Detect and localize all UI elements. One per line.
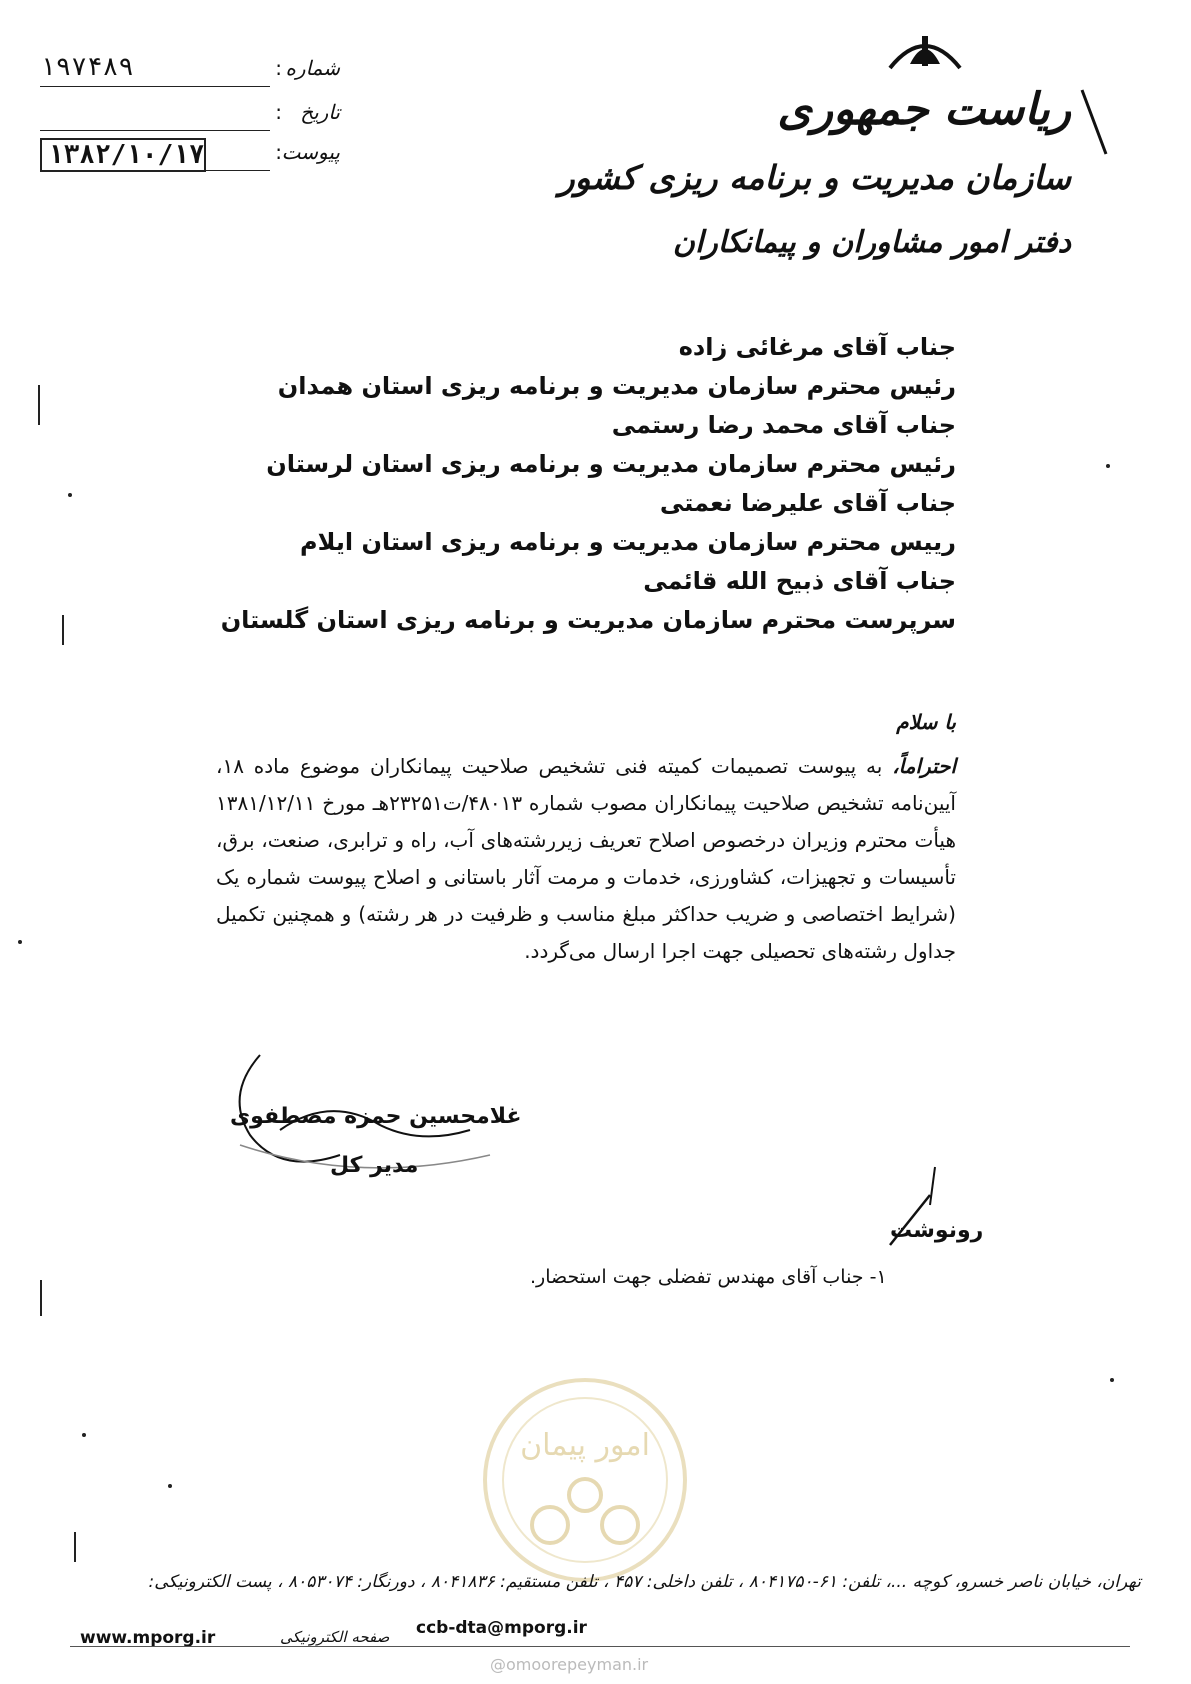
- meta-date-row: [40, 96, 340, 136]
- scan-artifact: [68, 493, 72, 497]
- body-opener: احتراماً،: [892, 754, 956, 778]
- body-text: به پیوست تصمیمات کمیته فنی تشخیص صلاحیت پیمانکاران موضوع ماده ۱۸، آیین‌نامه تشخیص صلاحیت پیمانکاران مصوب شماره ۴۸۰۱۳/ت۲۳۲۵۱هـ مورخ ۱۳۸۱/۱۲/۱۱ هیأت محترم وزیران درخصوص اصلاح تعریف زیررشته‌های آب، راه و ترابری، صنعت، برق، تأسیسات و تجهیزات، کشاورزی، خدمات و مرمت آثار باستانی و اصلاح پیوست شماره یک (شرایط اختصاصی و ضریب حداکثر مبلغ مناسب و ظرفیت در هر رشته) و همچنین تکمیل جداول رشته‌های تحصیلی جهت اجرا ارسال می‌گردد.: [216, 754, 956, 963]
- footer-website-label: صفحه الکترونیکی: [280, 1628, 390, 1646]
- scan-artifact: [82, 1433, 86, 1437]
- recipient-line: جناب آقای محمد رضا رستمی: [611, 411, 956, 439]
- letterhead-office: دفتر امور مشاوران و پیمانکاران: [672, 225, 1071, 260]
- footer-address: تهران، خیابان ناصر خسرو، کوچه ...، تلفن: ۶۱-۸۰۴۱۷۵۰ ، تلفن داخلی: ۴۵۷ ، تلفن مستقیم: ۸۰۴۱۸۳۶ ، دورنگار: ۸۰۵۳۰۷۴ ، پست الکترونیکی:: [148, 1572, 1141, 1592]
- letter-body: [216, 748, 956, 970]
- recipient-line: رییس محترم سازمان مدیریت و برنامه ریزی استان ایلام: [300, 528, 956, 556]
- scan-artifact: [1106, 464, 1110, 468]
- scan-artifact: [74, 1532, 76, 1562]
- meta-attachment-label: پیوست: [281, 140, 340, 164]
- signatory-name: غلامحسین حمزه مصطفوی: [230, 1104, 522, 1129]
- footer-divider: [70, 1646, 1130, 1647]
- meta-number-label: شماره: [285, 56, 340, 80]
- emblem-icon: [880, 28, 970, 72]
- cc-line: ۱- جناب آقای مهندس تفضلی جهت استحضار.: [530, 1266, 887, 1288]
- meta-underline: [40, 86, 270, 87]
- recipient-line: رئیس محترم سازمان مدیریت و برنامه ریزی استان همدان: [277, 372, 956, 400]
- meta-colon: :: [275, 100, 282, 124]
- watermark-logo-text: امور پیمان: [520, 1428, 650, 1463]
- meta-colon: :: [275, 56, 282, 80]
- margin-slash-mark: [1080, 88, 1110, 158]
- meta-underline: [40, 170, 270, 171]
- scan-artifact: [38, 385, 40, 425]
- footer-website[interactable]: www.mporg.ir: [80, 1628, 216, 1648]
- scan-artifact: [62, 615, 64, 645]
- scan-artifact: [18, 940, 22, 944]
- meta-attachment-row: [40, 136, 340, 176]
- letterhead-organization: سازمان مدیریت و برنامه ریزی کشور: [558, 158, 1071, 197]
- recipient-line: جناب آقای ذبیح الله قائمی: [643, 567, 956, 595]
- recipients-block: [220, 328, 956, 640]
- recipient-line: جناب آقای علیرضا نعمتی: [659, 489, 956, 517]
- meta-underline: [40, 130, 270, 131]
- footer-email[interactable]: ccb-dta@mporg.ir: [416, 1618, 587, 1638]
- recipient-line: رئیس محترم سازمان مدیریت و برنامه ریزی استان لرستان: [266, 450, 956, 478]
- scan-artifact: [40, 1280, 42, 1316]
- meta-number-row: [40, 52, 340, 92]
- meta-date-value: ۱۳۸۲/۱۰/۱۷: [40, 138, 206, 172]
- letter-meta: [40, 52, 340, 212]
- cc-title: رونوشت: [890, 1218, 984, 1243]
- scan-artifact: [168, 1484, 172, 1488]
- scan-artifact: [1110, 1378, 1114, 1382]
- recipient-line: سرپرست محترم سازمان مدیریت و برنامه ریزی استان گلستان: [220, 606, 956, 634]
- meta-colon: :: [275, 140, 282, 164]
- watermark-logo-icon: [480, 1375, 690, 1585]
- signatory-title: مدیر کل: [330, 1153, 419, 1178]
- meta-date-label: تاریخ: [300, 100, 340, 124]
- greeting: با سلام: [896, 710, 956, 734]
- letterhead-title: ریاست جمهوری: [777, 84, 1071, 135]
- meta-number-value: ۱۹۷۴۸۹: [40, 52, 134, 82]
- recipient-line: جناب آقای مرغائی زاده: [678, 333, 956, 361]
- watermark-site: @omoorepeyman.ir: [490, 1655, 649, 1674]
